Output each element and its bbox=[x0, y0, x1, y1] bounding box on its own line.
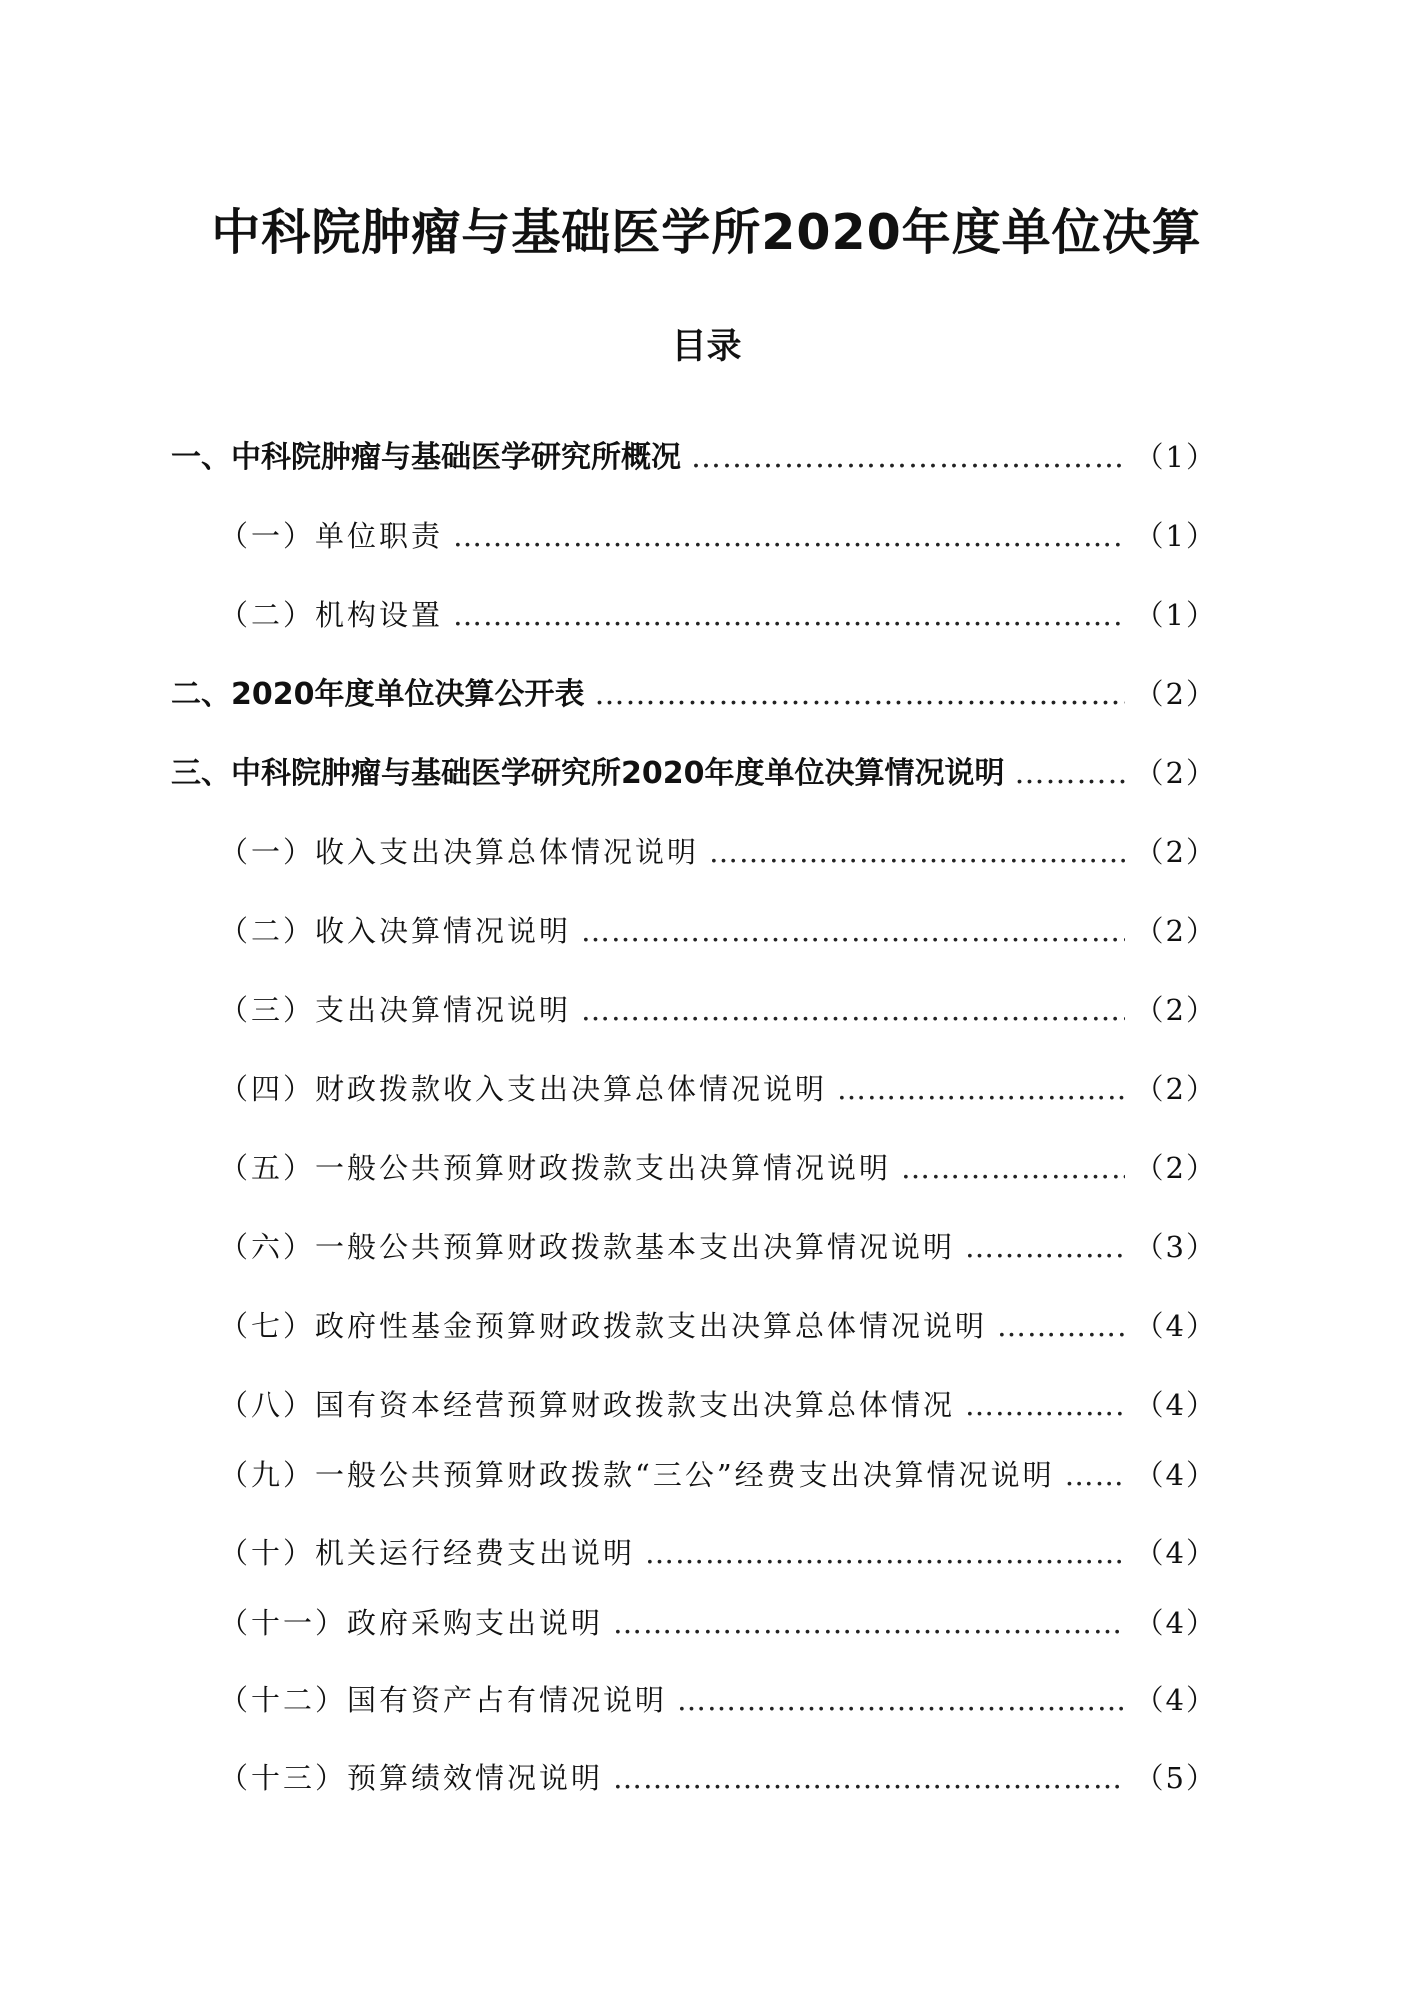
toc-page-number: （4） bbox=[1134, 1309, 1217, 1343]
toc-entry[interactable] bbox=[171, 440, 1217, 476]
toc-entry-label: （九）一般公共预算财政拨款“三公”经费支出决算情况说明 bbox=[219, 1458, 1055, 1492]
toc-page-number: （4） bbox=[1134, 1606, 1217, 1640]
toc-entry-label: （四）财政拨款收入支出决算总体情况说明 bbox=[219, 1072, 828, 1106]
toc-dot-leader bbox=[453, 519, 1125, 554]
toc-entry[interactable] bbox=[171, 677, 1217, 713]
toc-dot-leader bbox=[1065, 1458, 1125, 1493]
toc-dot-leader bbox=[691, 440, 1125, 476]
toc-dot-leader bbox=[1015, 756, 1125, 792]
toc-entry[interactable] bbox=[171, 756, 1217, 792]
toc-entry-label: （八）国有资本经营预算财政拨款支出决算总体情况 bbox=[219, 1388, 956, 1422]
toc-entry-label: （十二）国有资产占有情况说明 bbox=[219, 1683, 668, 1717]
toc-entry[interactable] bbox=[219, 1388, 1217, 1423]
toc-entry-label: （十）机关运行经费支出说明 bbox=[219, 1536, 636, 1570]
toc-entry[interactable] bbox=[219, 1458, 1217, 1493]
toc-page-number: （4） bbox=[1134, 1388, 1217, 1422]
toc-dot-leader bbox=[965, 1388, 1125, 1423]
toc-dot-leader bbox=[453, 598, 1125, 633]
toc-entry-label: 二、2020年度单位决算公开表 bbox=[171, 677, 585, 712]
toc-entry-label: 一、中科院肿瘤与基础医学研究所概况 bbox=[171, 440, 681, 475]
toc-dot-leader bbox=[965, 1230, 1125, 1265]
toc-page-number: （5） bbox=[1134, 1761, 1217, 1795]
toc-page-number: （1） bbox=[1134, 440, 1217, 474]
toc-page-number: （2） bbox=[1134, 1072, 1217, 1106]
toc-page-number: （2） bbox=[1134, 1151, 1217, 1185]
document-title: 中科院肿瘤与基础医学所2020年度单位决算 bbox=[211, 204, 1202, 261]
toc-page-number: （1） bbox=[1134, 519, 1217, 553]
toc-entry-label: 三、中科院肿瘤与基础医学研究所2020年度单位决算情况说明 bbox=[171, 756, 1005, 791]
toc-entry[interactable] bbox=[219, 1072, 1217, 1107]
toc-page-number: （2） bbox=[1134, 677, 1217, 711]
toc-entry[interactable] bbox=[219, 1151, 1217, 1186]
toc-entry-label: （七）政府性基金预算财政拨款支出决算总体情况说明 bbox=[219, 1309, 988, 1343]
toc-page-number: （2） bbox=[1134, 835, 1217, 869]
toc-entry-label: （五）一般公共预算财政拨款支出决算情况说明 bbox=[219, 1151, 892, 1185]
toc-dot-leader bbox=[901, 1151, 1125, 1186]
toc-entry-label: （二）收入决算情况说明 bbox=[219, 914, 572, 948]
toc-entry[interactable] bbox=[219, 1606, 1217, 1641]
toc-page-number: （2） bbox=[1134, 914, 1217, 948]
toc-entry[interactable] bbox=[219, 1230, 1217, 1265]
toc-dot-leader bbox=[581, 993, 1125, 1028]
toc-entry[interactable] bbox=[219, 1761, 1217, 1796]
toc-dot-leader bbox=[677, 1683, 1125, 1718]
toc-page-number: （4） bbox=[1134, 1683, 1217, 1717]
toc-dot-leader bbox=[709, 835, 1125, 870]
toc-dot-leader bbox=[645, 1536, 1125, 1571]
toc-entry-label: （二）机构设置 bbox=[219, 598, 444, 632]
toc-dot-leader bbox=[997, 1309, 1125, 1344]
toc-entry-label: （十三）预算绩效情况说明 bbox=[219, 1761, 604, 1795]
toc-dot-leader bbox=[613, 1606, 1125, 1641]
toc-entry[interactable] bbox=[219, 1683, 1217, 1718]
toc-entry[interactable] bbox=[219, 1536, 1217, 1571]
toc-entry[interactable] bbox=[219, 598, 1217, 633]
toc-entry[interactable] bbox=[219, 1309, 1217, 1344]
toc-page-number: （3） bbox=[1134, 1230, 1217, 1264]
toc-page-number: （4） bbox=[1134, 1458, 1217, 1492]
toc-entry-label: （三）支出决算情况说明 bbox=[219, 993, 572, 1027]
toc-page-number: （4） bbox=[1134, 1536, 1217, 1570]
toc-entry[interactable] bbox=[219, 519, 1217, 554]
toc-dot-leader bbox=[595, 677, 1125, 713]
toc-entry-label: （一）单位职责 bbox=[219, 519, 444, 553]
toc-dot-leader bbox=[613, 1761, 1125, 1796]
toc-entry[interactable] bbox=[219, 993, 1217, 1028]
toc-entry-label: （十一）政府采购支出说明 bbox=[219, 1606, 604, 1640]
toc-entry-label: （六）一般公共预算财政拨款基本支出决算情况说明 bbox=[219, 1230, 956, 1264]
toc-entry[interactable] bbox=[219, 835, 1217, 870]
toc-dot-leader bbox=[581, 914, 1125, 949]
toc-page-number: （2） bbox=[1134, 756, 1217, 790]
toc-heading: 目录 bbox=[671, 327, 742, 367]
toc-page-number: （1） bbox=[1134, 598, 1217, 632]
toc-page-number: （2） bbox=[1134, 993, 1217, 1027]
toc-entry[interactable] bbox=[219, 914, 1217, 949]
toc-dot-leader bbox=[837, 1072, 1125, 1107]
toc-entry-label: （一）收入支出决算总体情况说明 bbox=[219, 835, 700, 869]
